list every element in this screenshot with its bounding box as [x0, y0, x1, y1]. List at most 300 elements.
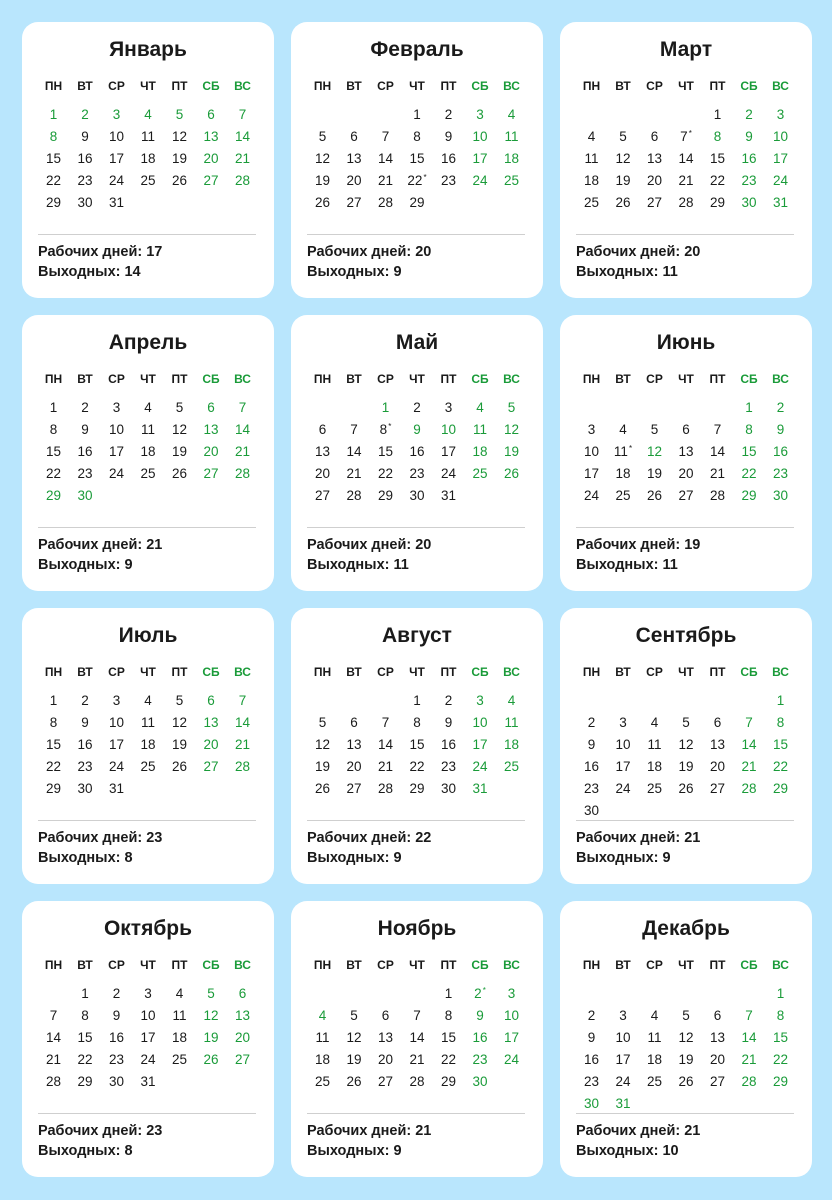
- day-cell: 6: [350, 129, 358, 144]
- day-cell: 29: [77, 1074, 93, 1089]
- day-cell: 29: [772, 781, 789, 796]
- day-cell: 16: [741, 151, 757, 166]
- day-cell: 4: [650, 1008, 659, 1023]
- day-cell: 30: [77, 195, 93, 210]
- day-cell: 14: [234, 715, 251, 730]
- day-cell: 11: [172, 1008, 187, 1023]
- day-cell: 12: [678, 737, 694, 752]
- shortened-day-mark: *: [423, 173, 427, 182]
- divider: [38, 820, 256, 821]
- weekday-label: СР: [377, 372, 394, 386]
- day-cell: 19: [171, 151, 188, 166]
- day-cell: 15: [409, 151, 425, 166]
- weekday-header: [307, 372, 527, 388]
- day-cell: 10: [140, 1008, 156, 1023]
- day-cell: 22: [77, 1052, 93, 1067]
- day-cell: 23: [772, 466, 789, 481]
- weekday-label: СБ: [740, 79, 758, 93]
- day-cell: 1: [413, 693, 421, 708]
- divider: [307, 820, 525, 821]
- day-cell: 3: [619, 715, 627, 730]
- day-cell: 8: [776, 715, 785, 730]
- weekday-header: [576, 665, 796, 681]
- day-cell: 1: [81, 986, 89, 1001]
- day-cell: 19: [203, 1030, 219, 1045]
- weekday-label: СР: [108, 79, 125, 93]
- day-cell: 19: [646, 466, 663, 481]
- day-cell: 6: [650, 129, 659, 144]
- day-cell: 24: [440, 466, 457, 481]
- day-cell: 25: [140, 759, 156, 774]
- month-title: Декабрь: [642, 917, 730, 940]
- day-cell: 26: [646, 488, 663, 503]
- month-title: Сентябрь: [635, 624, 737, 647]
- day-cell: 9: [112, 1008, 121, 1023]
- day-cell: 3: [112, 107, 121, 122]
- weekday-label: СБ: [202, 665, 220, 679]
- day-cell: 21: [709, 466, 726, 481]
- day-cell: 25: [140, 466, 156, 481]
- weekday-label: ПН: [313, 372, 332, 386]
- day-cell: 8: [713, 129, 722, 144]
- days-grid: [576, 399, 796, 539]
- day-cell: 3: [476, 693, 484, 708]
- days-off-count: Выходных: 9: [576, 850, 671, 866]
- day-cell: 15: [772, 1030, 789, 1045]
- day-cell: 10: [440, 422, 457, 437]
- weekday-header: [38, 372, 258, 388]
- day-cell: 23: [77, 759, 93, 774]
- day-cell: 14: [346, 444, 362, 459]
- weekday-label: ВТ: [346, 372, 362, 386]
- day-cell: 30: [440, 781, 457, 796]
- day-cell: 21: [741, 759, 757, 774]
- day-cell: 11: [140, 715, 155, 730]
- day-cell: 24: [108, 466, 125, 481]
- day-cell: 16: [472, 1030, 488, 1045]
- day-cell: 28: [678, 195, 694, 210]
- weekday-label: ВТ: [615, 958, 631, 972]
- day-cell: 30: [108, 1074, 125, 1089]
- weekday-label: ВС: [234, 958, 251, 972]
- day-cell: 1: [776, 693, 785, 708]
- day-cell: 20: [709, 759, 726, 774]
- day-cell: 12: [646, 444, 663, 459]
- month-title: Апрель: [108, 331, 188, 354]
- day-cell: 19: [678, 1052, 694, 1067]
- day-cell: 26: [503, 466, 520, 481]
- day-cell: 21: [678, 173, 694, 188]
- day-cell: 2: [112, 986, 121, 1001]
- day-cell: 15: [377, 444, 394, 459]
- weekday-header: [38, 665, 258, 681]
- days-off-count: Выходных: 8: [38, 1143, 133, 1159]
- day-cell: 13: [203, 129, 219, 144]
- weekday-label: ВТ: [77, 665, 93, 679]
- days-grid: [38, 106, 258, 246]
- day-cell: 7: [745, 715, 753, 730]
- day-cell: 14: [234, 129, 251, 144]
- month-title: Ноябрь: [377, 917, 457, 940]
- day-cell: 25: [646, 1074, 663, 1089]
- day-cell: 14: [45, 1030, 62, 1045]
- weekday-label: ПН: [313, 665, 332, 679]
- weekday-label: ПТ: [440, 665, 457, 679]
- day-cell: 27: [314, 488, 331, 503]
- day-cell: 1: [381, 400, 390, 415]
- day-cell: 17: [503, 1030, 520, 1045]
- day-cell: 2: [587, 1008, 596, 1023]
- day-cell: 3: [619, 1008, 627, 1023]
- day-cell: 17: [583, 466, 600, 481]
- weekday-label: СР: [646, 79, 663, 93]
- day-cell: 28: [377, 781, 394, 796]
- day-cell: 11: [504, 129, 519, 144]
- day-cell: 19: [678, 759, 694, 774]
- divider: [576, 820, 794, 821]
- month-card: [291, 315, 543, 591]
- weekday-label: ВС: [772, 958, 789, 972]
- day-cell: 16: [583, 1052, 600, 1067]
- day-cell: 20: [377, 1052, 394, 1067]
- day-cell: 30: [583, 1096, 600, 1111]
- day-cell: 27: [709, 1074, 726, 1089]
- day-cell: 19: [615, 173, 631, 188]
- weekday-header: [307, 958, 527, 974]
- day-cell: 17: [140, 1030, 156, 1045]
- day-cell: 12: [171, 715, 188, 730]
- day-cell: 29: [45, 195, 62, 210]
- day-cell: 18: [171, 1030, 188, 1045]
- day-cell: 23: [77, 466, 93, 481]
- weekday-label: ЧТ: [678, 958, 694, 972]
- day-cell: 1: [444, 986, 453, 1001]
- day-cell: 28: [234, 173, 251, 188]
- day-cell: 17: [108, 444, 125, 459]
- day-cell: 25: [646, 781, 663, 796]
- day-cell: 8: [745, 422, 753, 437]
- day-cell: 23: [77, 173, 93, 188]
- day-cell: 10: [503, 1008, 520, 1023]
- day-cell: 20: [678, 466, 694, 481]
- day-cell: 7: [350, 422, 358, 437]
- shortened-day-mark: *: [482, 986, 486, 995]
- day-cell: 26: [171, 759, 188, 774]
- day-cell: 17: [472, 151, 488, 166]
- day-cell: 9: [587, 737, 596, 752]
- day-cell: 9: [444, 129, 453, 144]
- weekday-label: ПН: [44, 958, 63, 972]
- day-cell: 28: [409, 1074, 425, 1089]
- day-cell: 4: [507, 693, 516, 708]
- day-cell: 25: [472, 466, 488, 481]
- day-cell: 27: [346, 781, 362, 796]
- day-cell: 22: [709, 173, 726, 188]
- day-cell: 5: [175, 107, 184, 122]
- day-cell: 26: [678, 1074, 694, 1089]
- divider: [38, 1113, 256, 1114]
- day-cell: 7*: [680, 129, 692, 144]
- weekday-label: СР: [646, 372, 663, 386]
- working-days-count: Рабочих дней: 23: [38, 1123, 163, 1139]
- day-cell: 11: [647, 737, 662, 752]
- weekday-label: ЧТ: [140, 665, 156, 679]
- day-cell: 10: [472, 715, 488, 730]
- day-cell: 13: [709, 737, 726, 752]
- day-cell: 2: [776, 400, 785, 415]
- day-cell: 5: [507, 400, 516, 415]
- day-cell: 8*: [379, 422, 392, 437]
- day-cell: 5: [175, 693, 184, 708]
- day-cell: 3: [144, 986, 152, 1001]
- day-cell: 23: [409, 466, 425, 481]
- days-off-count: Выходных: 14: [38, 264, 141, 280]
- day-cell: 26: [314, 781, 331, 796]
- shortened-day-mark: *: [388, 422, 392, 431]
- day-cell: 19: [503, 444, 520, 459]
- month-card: [22, 22, 274, 298]
- weekday-label: СБ: [471, 665, 489, 679]
- day-cell: 17: [772, 151, 789, 166]
- day-cell: 18: [583, 173, 600, 188]
- working-days-count: Рабочих дней: 21: [307, 1123, 432, 1139]
- day-cell: 26: [171, 173, 188, 188]
- day-cell: 29: [45, 488, 62, 503]
- working-days-count: Рабочих дней: 20: [307, 244, 432, 260]
- weekday-label: ВТ: [346, 958, 362, 972]
- day-cell: 7: [713, 422, 722, 437]
- day-cell: 8: [49, 715, 58, 730]
- day-cell: 11: [315, 1030, 330, 1045]
- day-cell: 16: [77, 444, 93, 459]
- weekday-label: ВС: [503, 665, 520, 679]
- day-cell: 30: [772, 488, 789, 503]
- month-title: Январь: [109, 38, 187, 61]
- day-cell: 8: [413, 129, 421, 144]
- day-cell: 17: [472, 737, 488, 752]
- day-cell: 12: [171, 422, 188, 437]
- month-card: [560, 315, 812, 591]
- weekday-label: ПТ: [440, 372, 457, 386]
- day-cell: 11*: [613, 444, 633, 459]
- day-cell: 18: [140, 151, 156, 166]
- day-cell: 27: [709, 781, 726, 796]
- day-cell: 2: [444, 693, 453, 708]
- day-cell: 25: [503, 173, 520, 188]
- day-cell: 24: [140, 1052, 156, 1067]
- weekday-header: [576, 79, 796, 95]
- day-cell: 21: [45, 1052, 62, 1067]
- day-cell: 12: [314, 737, 331, 752]
- day-cell: 31: [440, 488, 457, 503]
- weekday-label: СБ: [740, 958, 758, 972]
- day-cell: 17: [108, 737, 125, 752]
- month-card: [22, 901, 274, 1177]
- day-cell: 29: [45, 781, 62, 796]
- weekday-label: ПН: [582, 665, 601, 679]
- day-cell: 15: [741, 444, 757, 459]
- day-cell: 16: [440, 737, 457, 752]
- day-cell: 11: [140, 129, 155, 144]
- day-cell: 2: [81, 400, 89, 415]
- days-off-count: Выходных: 9: [307, 850, 402, 866]
- day-cell: 11: [472, 422, 487, 437]
- day-cell: 2: [81, 107, 89, 122]
- weekday-label: ЧТ: [140, 79, 156, 93]
- day-cell: 22: [772, 759, 789, 774]
- day-cell: 4: [144, 107, 152, 122]
- shortened-day-mark: *: [688, 129, 692, 138]
- day-cell: 18: [503, 737, 520, 752]
- day-cell: 24: [108, 759, 125, 774]
- day-cell: 19: [346, 1052, 362, 1067]
- day-cell: 31: [615, 1096, 631, 1111]
- days-grid: [576, 106, 796, 246]
- day-cell: 26: [615, 195, 631, 210]
- day-cell: 11: [647, 1030, 662, 1045]
- day-cell: 24: [615, 1074, 631, 1089]
- day-cell: 5: [207, 986, 215, 1001]
- weekday-label: ПН: [313, 79, 332, 93]
- weekday-label: ПТ: [440, 79, 457, 93]
- weekday-label: ВС: [772, 372, 789, 386]
- day-cell: 27: [203, 759, 219, 774]
- weekday-label: СБ: [471, 958, 489, 972]
- days-off-count: Выходных: 9: [307, 1143, 402, 1159]
- day-cell: 5: [175, 400, 184, 415]
- day-cell: 5: [318, 715, 327, 730]
- day-cell: 18: [503, 151, 520, 166]
- days-off-count: Выходных: 9: [38, 557, 133, 573]
- divider: [307, 234, 525, 235]
- day-cell: 30: [77, 488, 93, 503]
- day-cell: 5: [682, 715, 690, 730]
- day-cell: 29: [772, 1074, 789, 1089]
- day-cell: 14: [741, 1030, 757, 1045]
- day-cell: 9: [776, 422, 785, 437]
- days-grid: [307, 985, 527, 1125]
- day-cell: 7: [381, 129, 390, 144]
- month-title: Октябрь: [103, 917, 193, 940]
- day-cell: 10: [615, 1030, 631, 1045]
- day-cell: 1: [49, 107, 58, 122]
- day-cell: 2: [745, 107, 753, 122]
- day-cell: 24: [583, 488, 600, 503]
- day-cell: 18: [314, 1052, 331, 1067]
- day-cell: 18: [140, 737, 156, 752]
- day-cell: 21: [377, 173, 394, 188]
- day-cell: 6: [238, 986, 247, 1001]
- day-cell: 23: [583, 781, 600, 796]
- day-cell: 26: [314, 195, 331, 210]
- day-cell: 11: [140, 422, 155, 437]
- day-cell: 13: [314, 444, 331, 459]
- weekday-label: ПН: [582, 79, 601, 93]
- day-cell: 22: [45, 466, 62, 481]
- day-cell: 23: [440, 173, 457, 188]
- weekday-label: СБ: [740, 665, 758, 679]
- day-cell: 18: [646, 759, 663, 774]
- day-cell: 15: [409, 737, 425, 752]
- day-cell: 16: [108, 1030, 125, 1045]
- day-cell: 27: [203, 466, 219, 481]
- day-cell: 1: [413, 107, 421, 122]
- weekday-label: ПТ: [171, 372, 188, 386]
- day-cell: 9: [413, 422, 421, 437]
- day-cell: 10: [772, 129, 789, 144]
- day-cell: 23: [741, 173, 757, 188]
- day-cell: 13: [203, 715, 219, 730]
- weekday-label: СБ: [471, 79, 489, 93]
- day-cell: 7: [49, 1008, 58, 1023]
- day-cell: 13: [646, 151, 663, 166]
- day-cell: 16: [77, 737, 93, 752]
- day-cell: 6: [350, 715, 358, 730]
- weekday-label: ВС: [234, 665, 251, 679]
- weekday-label: ВТ: [77, 372, 93, 386]
- day-cell: 8: [81, 1008, 89, 1023]
- day-cell: 28: [377, 195, 394, 210]
- day-cell: 21: [409, 1052, 425, 1067]
- day-cell: 7: [413, 1008, 421, 1023]
- month-card: [22, 608, 274, 884]
- day-cell: 7: [238, 107, 247, 122]
- day-cell: 11: [504, 715, 519, 730]
- day-cell: 24: [108, 173, 125, 188]
- divider: [38, 234, 256, 235]
- day-cell: 14: [678, 151, 694, 166]
- day-cell: 23: [583, 1074, 600, 1089]
- day-cell: 8: [49, 129, 58, 144]
- day-cell: 31: [140, 1074, 156, 1089]
- day-cell: 30: [409, 488, 425, 503]
- day-cell: 19: [171, 444, 188, 459]
- day-cell: 28: [709, 488, 726, 503]
- day-cell: 22: [741, 466, 757, 481]
- day-cell: 27: [203, 173, 219, 188]
- weekday-label: СБ: [202, 372, 220, 386]
- weekday-label: СР: [108, 665, 125, 679]
- day-cell: 17: [615, 1052, 631, 1067]
- day-cell: 8: [444, 1008, 453, 1023]
- day-cell: 15: [77, 1030, 93, 1045]
- days-grid: [38, 985, 258, 1125]
- day-cell: 9: [81, 129, 89, 144]
- day-cell: 15: [709, 151, 726, 166]
- day-cell: 24: [772, 173, 789, 188]
- day-cell: 2*: [474, 986, 486, 1001]
- weekday-label: ЧТ: [409, 79, 425, 93]
- day-cell: 27: [234, 1052, 251, 1067]
- day-cell: 12: [615, 151, 631, 166]
- days-grid: [307, 692, 527, 832]
- day-cell: 13: [709, 1030, 726, 1045]
- weekday-label: ВС: [772, 79, 789, 93]
- day-cell: 13: [203, 422, 219, 437]
- day-cell: 28: [234, 466, 251, 481]
- day-cell: 22: [377, 466, 394, 481]
- day-cell: 14: [409, 1030, 425, 1045]
- weekday-label: СБ: [202, 958, 220, 972]
- day-cell: 14: [709, 444, 726, 459]
- month-title: Июнь: [656, 331, 716, 354]
- weekday-label: ВС: [234, 372, 251, 386]
- days-grid: [576, 692, 796, 832]
- weekday-label: ВТ: [346, 665, 362, 679]
- weekday-label: СР: [646, 665, 663, 679]
- weekday-label: ПТ: [171, 665, 188, 679]
- day-cell: 2: [587, 715, 596, 730]
